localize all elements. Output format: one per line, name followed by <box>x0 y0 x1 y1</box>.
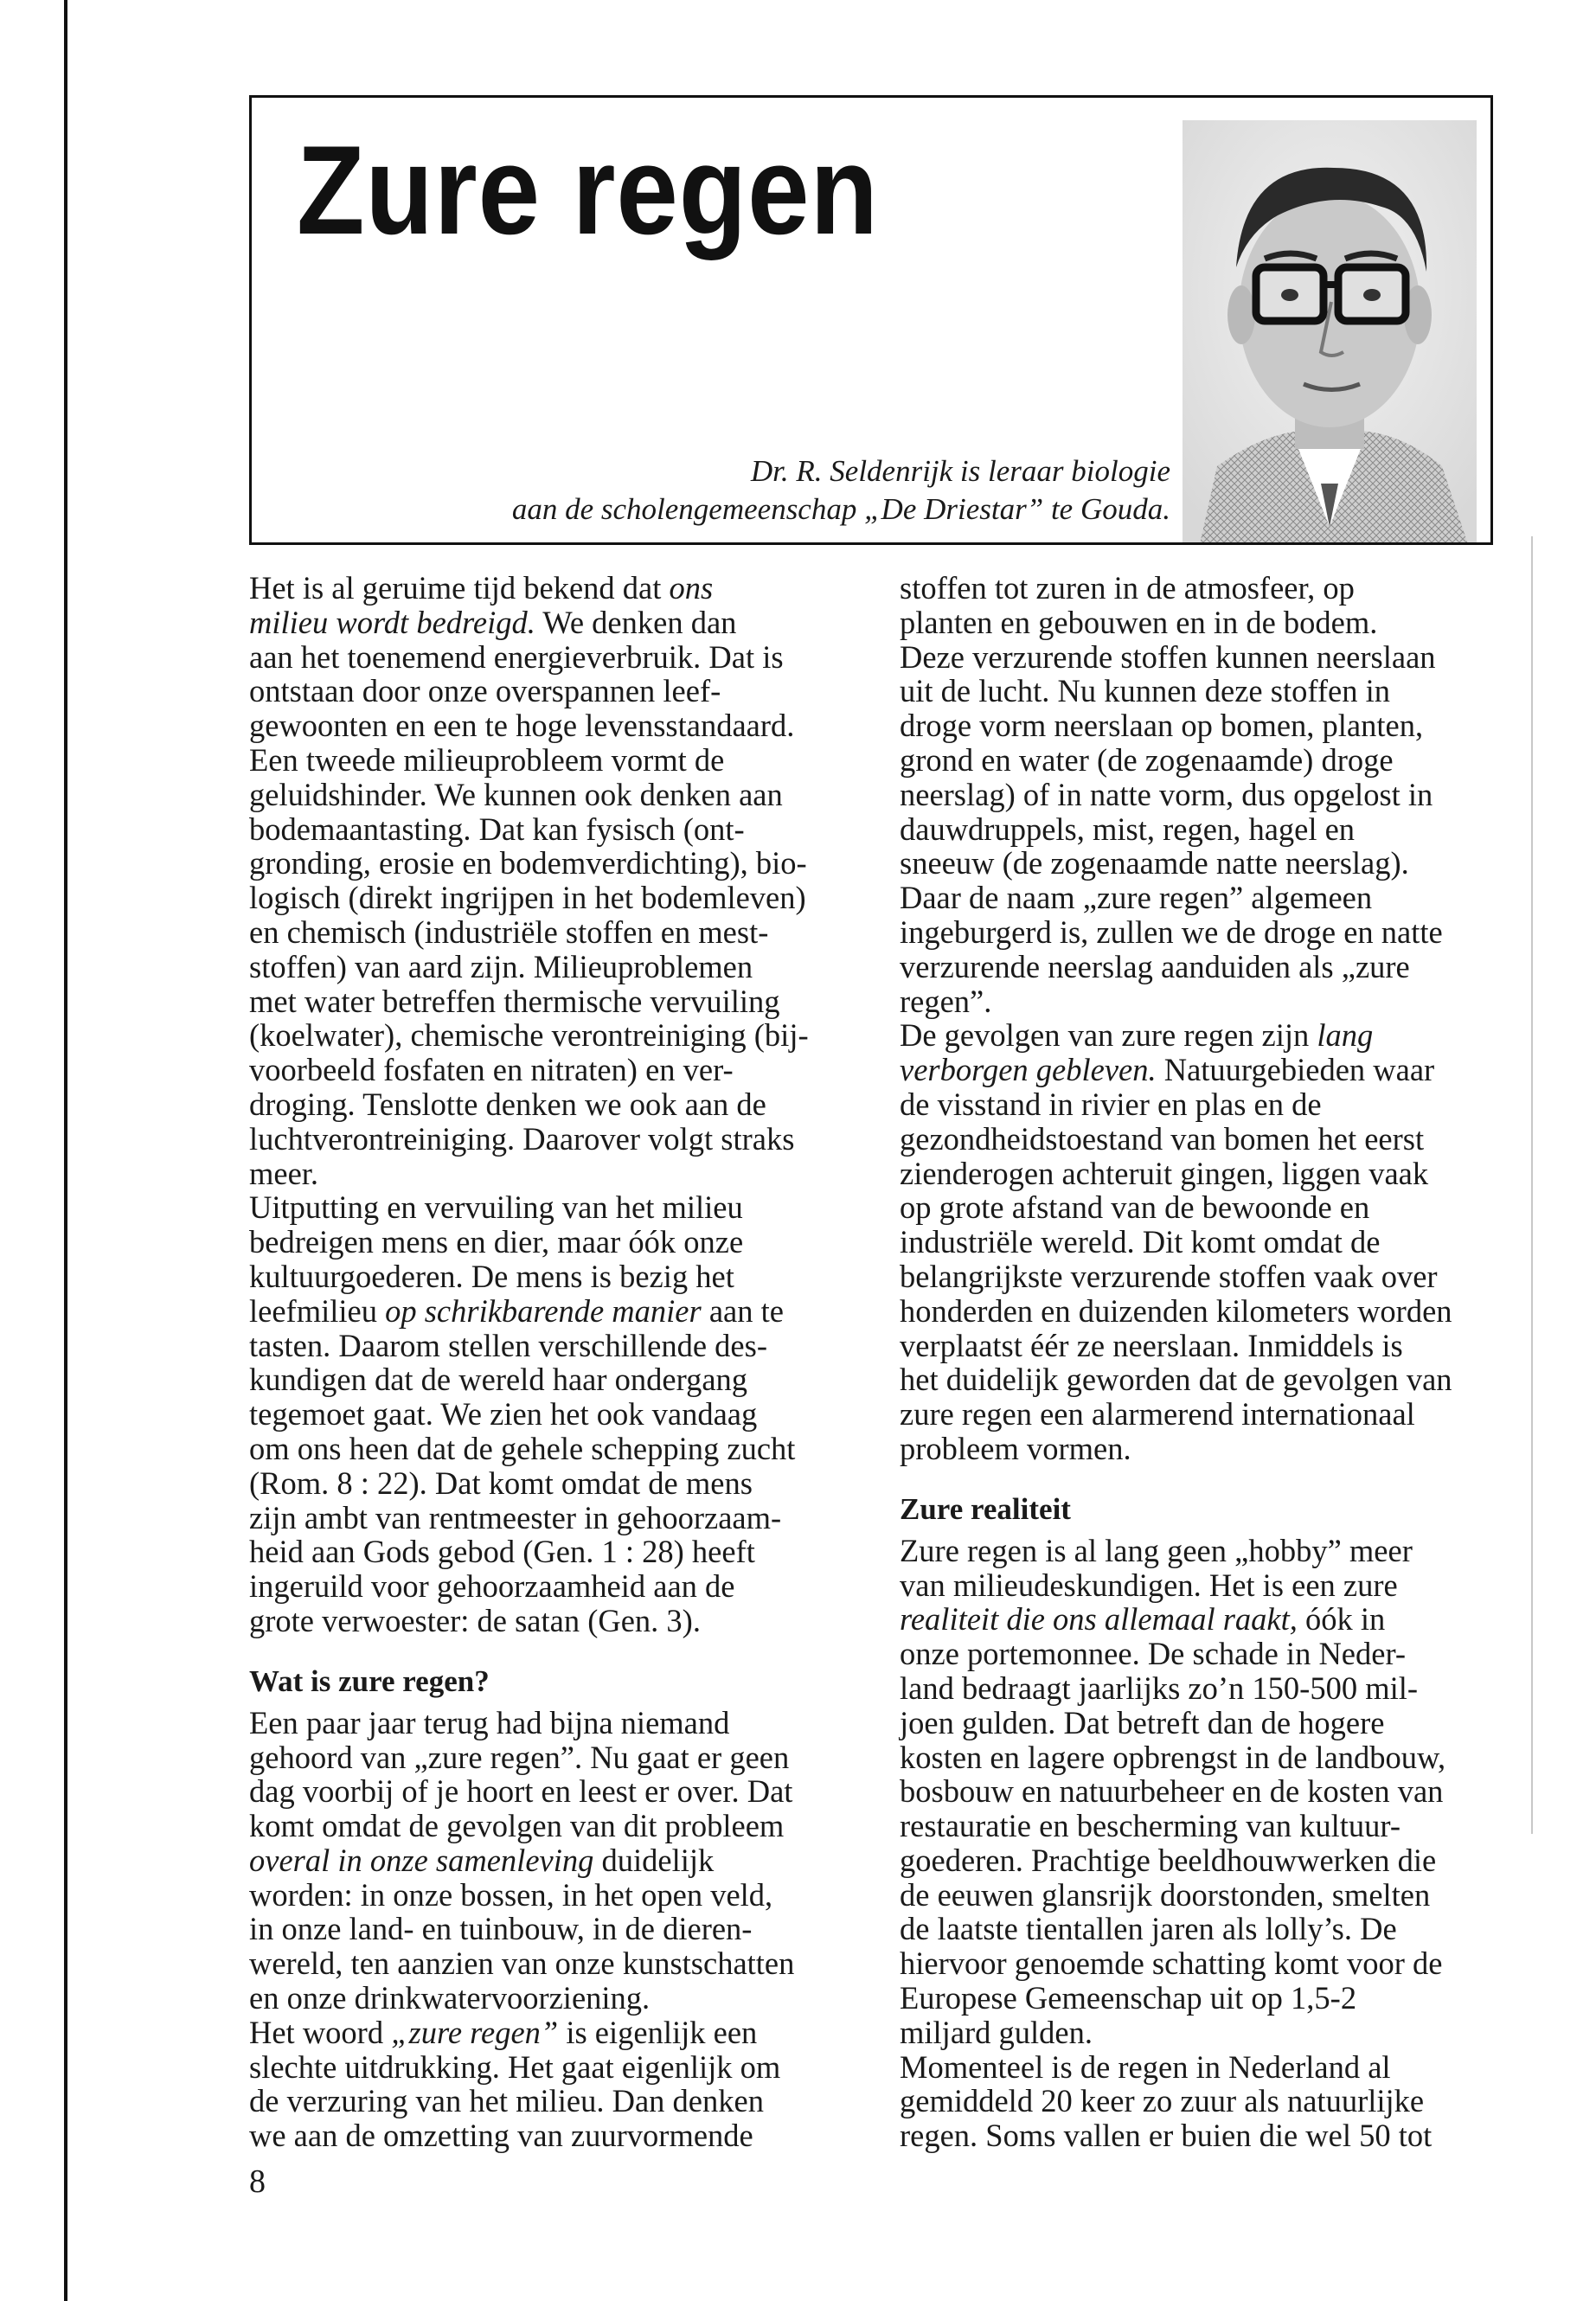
section-heading-wat-is-zure-regen: Wat is zure regen? <box>249 1663 490 1698</box>
paragraph-acid-rain-news: Een paar jaar terug had bijna niemand gehoord van „zure regen”. Nu gaat er geen dag voorbij of je hoort en leest er over. Dat komt omdat de gevolgen van dit probleem overal in onze samenleving duidelijk worden: in onze bossen, in het open veld, in onze land- en tuinbouw, in de dieren- wereld, ten aanzien van onze kunstschatten en onze drinkwatervoorziening. <box>249 1704 795 2016</box>
paragraph-consequences: De gevolgen van zure regen zijn lang verborgen gebleven. Natuurgebieden waar de visstand in rivier en plas en de gezondheidstoestand van bomen het eerst zienderogen achteruit gingen, liggen vaak op grote afstand van de bewoonde en industriële wereld. Dit komt omdat de belangrijkste verzurende stoffen vaak over honderden en duizenden kilometers worden verplaatst éér ze neerslaan. Inmiddels is het duidelijk geworden dat de gevolgen van zure regen een alarmerend internationaal probleem vormen. <box>900 1017 1452 1466</box>
author-portrait-photo <box>1183 120 1477 544</box>
author-caption <box>512 452 1170 529</box>
caption-line-2: aan de scholengemeenschap „De Driestar” te Gouda. <box>511 492 1170 526</box>
left-text-column <box>249 571 850 2153</box>
caption-line-1: Dr. R. Seldenrijk is leraar biologie <box>750 454 1170 488</box>
paragraph-term: Het woord „zure regen” is eigenlijk een slechte uitdrukking. Het gaat eigenlijk om de verzuring van het milieu. Dan denken we aan de omzetting van zuurvormende <box>249 2014 781 2154</box>
section-heading-zure-realiteit: Zure realiteit <box>900 1491 1071 1526</box>
paragraph-depletion: Uitputting en vervuiling van het milieu bedreigen mens en dier, maar óók onze kultuurgoederen. De mens is bezig het leefmilieu op schrikbarende manier aan te tasten. Daarom stellen verschillende des- kundigen dat de wereld haar ondergang tegemoet gaat. We zien het ook vandaag om ons heen dat de gehele schepping zucht (Rom. 8 : 22). Dat komt omdat de mens zijn ambt van rentmeester in gehoorzaam- heid aan Gods gebod (Gen. 1 : 28) heeft ingeruild voor gehoorzaamheid aan de grote verwoester: de satan (Gen. 3). <box>249 1189 796 1638</box>
page-edge-shadow-line <box>1531 536 1533 1834</box>
article-title: Zure regen <box>297 119 879 260</box>
page-number: 8 <box>249 2163 266 2200</box>
right-text-column <box>900 571 1501 2153</box>
binding-edge-line <box>64 0 67 2301</box>
article-header-box <box>249 95 1493 545</box>
paragraph-intro: Het is al geruime tijd bekend dat ons milieu wordt bedreigd. We denken dan aan het toenemend energieverbruik. Dat is ontstaan door onze overspannen leef- gewoonten en een te hoge levensstandaard. Een tweede milieuprobleem vormt de geluidshinder. We kunnen ook denken aan bodemaantasting. Dat kan fysisch (ont- gronding, erosie en bodemverdichting), bio- logisch (direkt ingrijpen in het bodemleven) en chemisch (industriële stoffen en mest- stoffen) van aard zijn. Milieuproblemen met water betreffen thermische vervuiling (koelwater), chemische verontreiniging (bij- voorbeeld fosfaten en nitraten) en ver- droging. Tenslotte denken we ook aan de luchtverontreiniging. Daarover volgt straks meer. <box>249 570 809 1191</box>
paragraph-reality: Zure regen is al lang geen „hobby” meer van milieudeskundigen. Het is een zure realiteit die ons allemaal raakt, óók in onze portemonnee. De schade in Neder- land bedraagt jaarlijks zo’n 150-500 mil- joen gulden. Dat betreft dan de hogere kosten en lagere opbrengst in de landbouw, bosbouw en natuurbeheer en de kosten van restauratie en bescherming van kultuur- goederen. Prachtige beeldhouwwerken die de eeuwen glansrijk doorstonden, smelten de laatste tientallen jaren als lolly’s. De hiervoor genoemde schatting komt voor de Europese Gemeenschap uit op 1,5-2 miljard gulden. <box>900 1532 1446 2050</box>
paragraph-deposition: stoffen tot zuren in de atmosfeer, op planten en gebouwen en in de bodem. Deze verzurende stoffen kunnen neerslaan uit de lucht. Nu kunnen deze stoffen in droge vorm neerslaan op bomen, planten, grond en water (de zogenaamde) droge neerslag) of in natte vorm, dus opgelost in dauwdruppels, mist, regen, hagel en sneeuw (de zogenaamde natte neerslag). Daar de naam „zure regen” algemeen ingeburgerd is, zullen we de droge en natte verzurende neerslag aanduiden als „zure regen”. <box>900 570 1443 1019</box>
paragraph-currently: Momenteel is de regen in Nederland al gemiddeld 20 keer zo zuur als natuurlijke regen. Soms vallen er buien die wel 50 tot <box>900 2048 1433 2154</box>
